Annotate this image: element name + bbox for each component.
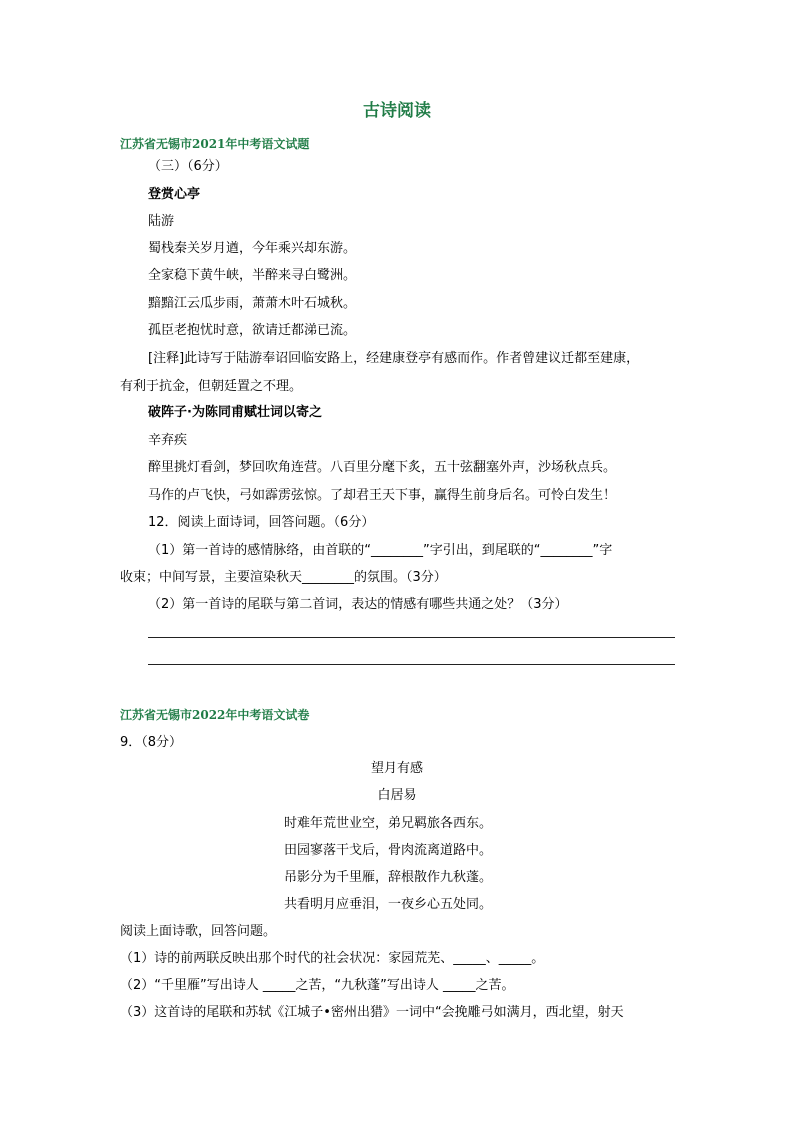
answer-line[interactable] xyxy=(148,637,675,638)
poem1-line: 孤臣老抱忧时意，欲请迁都涕已流。 xyxy=(148,323,357,338)
poem1-line: 蜀栈秦关岁月遒，今年乘兴却东游。 xyxy=(148,241,357,256)
section1-part: （三）（6分） xyxy=(148,159,228,174)
poem1-title: 登赏心亭 xyxy=(148,187,201,202)
poem3-line: 共看明月应垂泪，一夜乡心五处同。 xyxy=(284,897,493,912)
page-title: 古诗阅读 xyxy=(363,101,431,121)
question-9-1: （1）诗的前两联反映出那个时代的社会状况：家园荒芜、_____、_____。 xyxy=(120,951,545,966)
poem2-line: 醉里挑灯看剑，梦回吹角连营。八百里分麾下炙，五十弦翻塞外声，沙场秋点兵。 xyxy=(148,460,617,475)
poem3-line: 田园寥落干戈后，骨肉流离道路中。 xyxy=(284,843,493,858)
question-12-1-cont: 收束；中间写景，主要渲染秋天________的氛围。（3分） xyxy=(120,570,447,585)
question-12-1: （1）第一首诗的感情脉络，由首联的“________”字引出，到尾联的“________”字 xyxy=(148,543,613,558)
poem1-line: 全家稳下黄牛峡，半醉来寻白鹭洲。 xyxy=(148,268,357,283)
question-9-3: （3）这首诗的尾联和苏轼《江城子•密州出猎》一词中“会挽雕弓如满月，西北望，射天 xyxy=(120,1005,624,1020)
poem1-note: [注释]此诗写于陆游奉诏回临安路上，经建康登亭有感而作。作者曾建议迁都至建康， xyxy=(148,351,640,366)
poem1-note-cont: 有利于抗金，但朝廷置之不理。 xyxy=(120,379,303,394)
poem1-line: 黯黯江云瓜步雨，萧萧木叶石城秋。 xyxy=(148,296,357,311)
question-12: 12．阅读上面诗词，回答问题。（6分） xyxy=(148,515,375,530)
poem2-line: 马作的卢飞快，弓如霹雳弦惊。了却君王天下事，赢得生前身后名。可怜白发生！ xyxy=(148,488,617,503)
section2-source: 江苏省无锡市2022年中考语文试卷 xyxy=(120,708,310,722)
answer-line[interactable] xyxy=(148,664,675,665)
poem1-author: 陆游 xyxy=(148,214,175,229)
poem3-line: 吊影分为千里雁，辞根散作九秋蓬。 xyxy=(284,870,493,885)
section2-instruction: 阅读上面诗歌，回答问题。 xyxy=(120,924,277,939)
poem2-title: 破阵子·为陈同甫赋壮词以寄之 xyxy=(148,405,322,420)
question-12-2: （2）第一首诗的尾联与第二首词，表达的情感有哪些共通之处？（3分） xyxy=(148,597,568,612)
section1-source: 江苏省无锡市2021年中考语文试题 xyxy=(120,137,310,151)
poem3-author: 白居易 xyxy=(377,788,417,803)
section2-part: 9．（8分） xyxy=(120,735,183,750)
poem3-line: 时难年荒世业空，弟兄羁旅各西东。 xyxy=(284,816,493,831)
poem3-title: 望月有感 xyxy=(370,761,423,776)
question-9-2: （2）“千里雁”写出诗人 _____之苦，“九秋蓬”写出诗人 _____之苦。 xyxy=(120,978,515,993)
poem2-author: 辛弃疾 xyxy=(148,433,188,448)
